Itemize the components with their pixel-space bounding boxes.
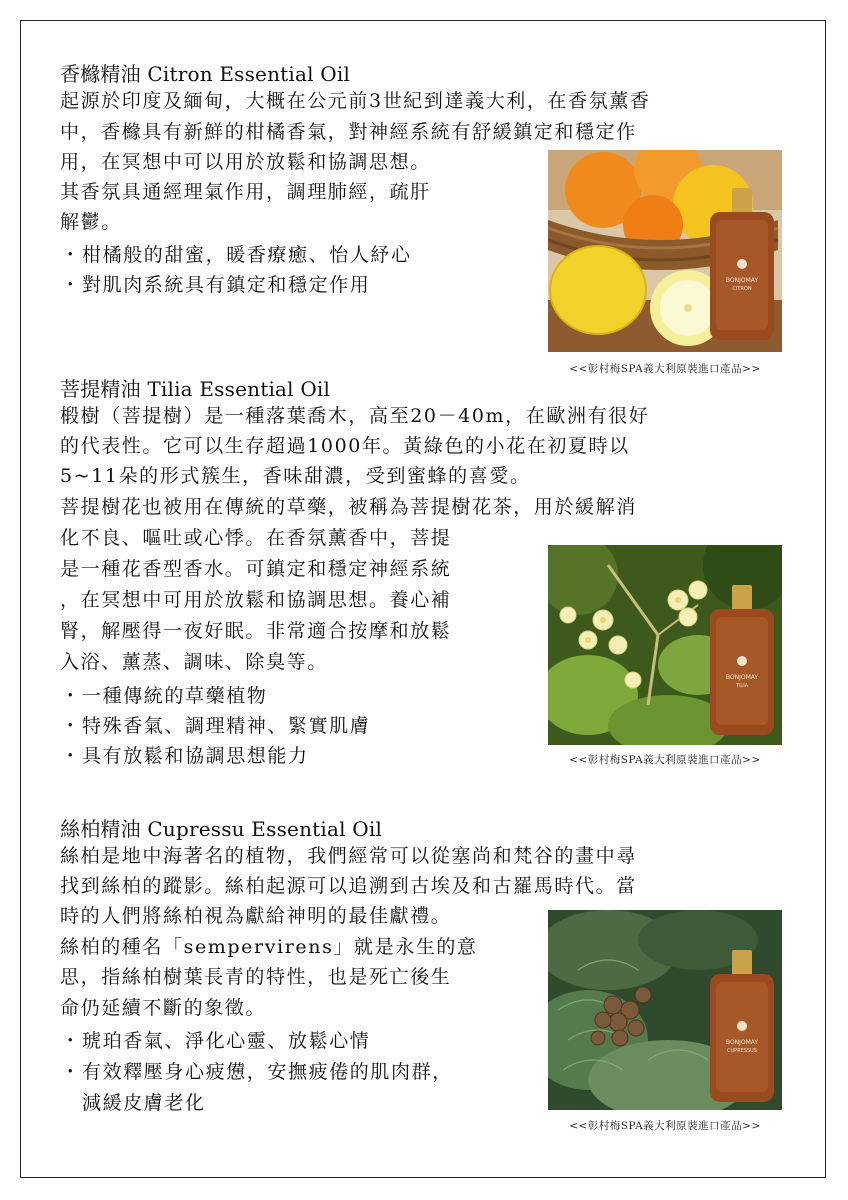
cupressus-bullet [60,1057,453,1084]
tilia-title: 菩提精油 Tilia Essential Oil [60,377,331,401]
tilia-caption: <<彰村梅SPA義大利原裝進口產品>> [569,754,761,766]
cupressus-bullet [60,1026,370,1053]
tilia-text-line: 化不良、嘔吐或心悸。在香氛薰香中，菩提 [60,527,452,549]
citron-text-line: 用，在冥想中可以用於放鬆和協調思想。 [60,151,431,173]
bottle-label-text: CITRON [732,286,752,292]
citron-text-line: 中，香櫞具有新鮮的柑橘香氣，對神經系統有舒緩鎮定和穩定作 [60,121,637,143]
bullet-marker: ・ [60,1061,82,1083]
bullet-text: 有效釋壓身心疲憊，安撫疲倦的肌肉群， [82,1061,453,1083]
tilia-text-line: 入浴、薰蒸、調味、除臭等。 [60,651,328,673]
cupressus-caption: <<彰村梅SPA義大利原裝進口產品>> [569,1120,761,1132]
citron-text-line: 起源於印度及緬甸，大概在公元前3世紀到達義大利，在香氛薰香 [60,90,651,112]
tilia-text-line: 菩提樹花也被用在傳統的草藥，被稱為菩提樹花茶，用於緩解消 [60,496,637,518]
citron-bullet [60,240,412,267]
bottle-label-text: TILIA [735,683,749,689]
tilia-bullet [60,681,267,708]
cupressus-title: 絲柏精油 Cupressu Essential Oil [60,817,383,841]
bullet-text: 柑橘般的甜蜜，暖香療癒、怡人紓心 [82,244,412,266]
tilia-text-line: 椴樹（菩提樹）是一種落葉喬木，高至20－40m，在歐洲有很好 [60,405,650,427]
bullet-text: 特殊香氣、調理精神、緊實肌膚 [82,715,371,737]
citron-caption: <<彰村梅SPA義大利原裝進口產品>> [569,363,761,375]
citron-product-photo [548,150,782,352]
bullet-marker: ・ [60,745,82,767]
bullet-marker: ・ [60,715,82,737]
bullet-marker: ・ [60,685,82,707]
bottle-label-text: CUPRESSUS [727,1048,757,1054]
cupressus-bullet-continuation [60,1088,206,1115]
cupressus-text-line: 絲柏的種名「sempervirens」就是永生的意 [60,936,478,958]
cupressus-product-photo [548,910,782,1110]
citron-title: 香櫞精油 Citron Essential Oil [60,62,351,86]
tilia-text-line: 5~11朵的形式簇生，香味甜濃，受到蜜蜂的喜愛。 [60,465,531,487]
bullet-marker: ・ [60,274,82,296]
bullet-text: 一種傳統的草藥植物 [82,685,268,707]
bullet-text: 具有放鬆和協調思想能力 [82,745,309,767]
bottle-brand-text: BONJOMAY [725,674,759,681]
cupressus-text-line: 命仍延續不斷的象徵。 [60,997,267,1019]
bullet-text: 琥珀香氣、淨化心靈、放鬆心情 [82,1030,371,1052]
bullet-marker: ・ [60,244,82,266]
citron-text-line: 解鬱。 [60,211,122,233]
bullet-text: 減緩皮膚老化 [82,1092,206,1114]
cupressus-text-line: 時的人們將絲柏視為獻給神明的最佳獻禮。 [60,905,452,927]
tilia-text-line: 是一種花香型香水。可鎮定和穩定神經系統 [60,558,452,580]
citron-text-line: 其香氛具通經理氣作用，調理肺經，疏肝 [60,181,431,203]
bottle-brand-text: BONJOMAY [725,277,759,284]
bottle-brand-text: BONJOMAY [725,1039,759,1046]
tilia-text-line: 腎，解壓得一夜好眠。非常適合按摩和放鬆 [60,620,452,642]
tilia-text-line: ，在冥想中可用於放鬆和協調思想。養心補 [60,589,452,611]
cupressus-text-line: 絲柏是地中海著名的植物，我們經常可以從塞尚和梵谷的畫中尋 [60,845,637,867]
citron-bullet [60,270,370,297]
tilia-bullet [60,741,309,768]
tilia-bullet [60,711,370,738]
bullet-marker: ・ [60,1030,82,1052]
cupressus-text-line: 找到絲柏的蹤影。絲柏起源可以追溯到古埃及和古羅馬時代。當 [60,875,637,897]
cupressus-text-line: 思，指絲柏樹葉長青的特性，也是死亡後生 [60,966,452,988]
tilia-product-photo [548,545,782,745]
tilia-text-line: 的代表性。它可以生存超過1000年。黃綠色的小花在初夏時以 [60,435,630,457]
bullet-text: 對肌肉系統具有鎮定和穩定作用 [82,274,371,296]
